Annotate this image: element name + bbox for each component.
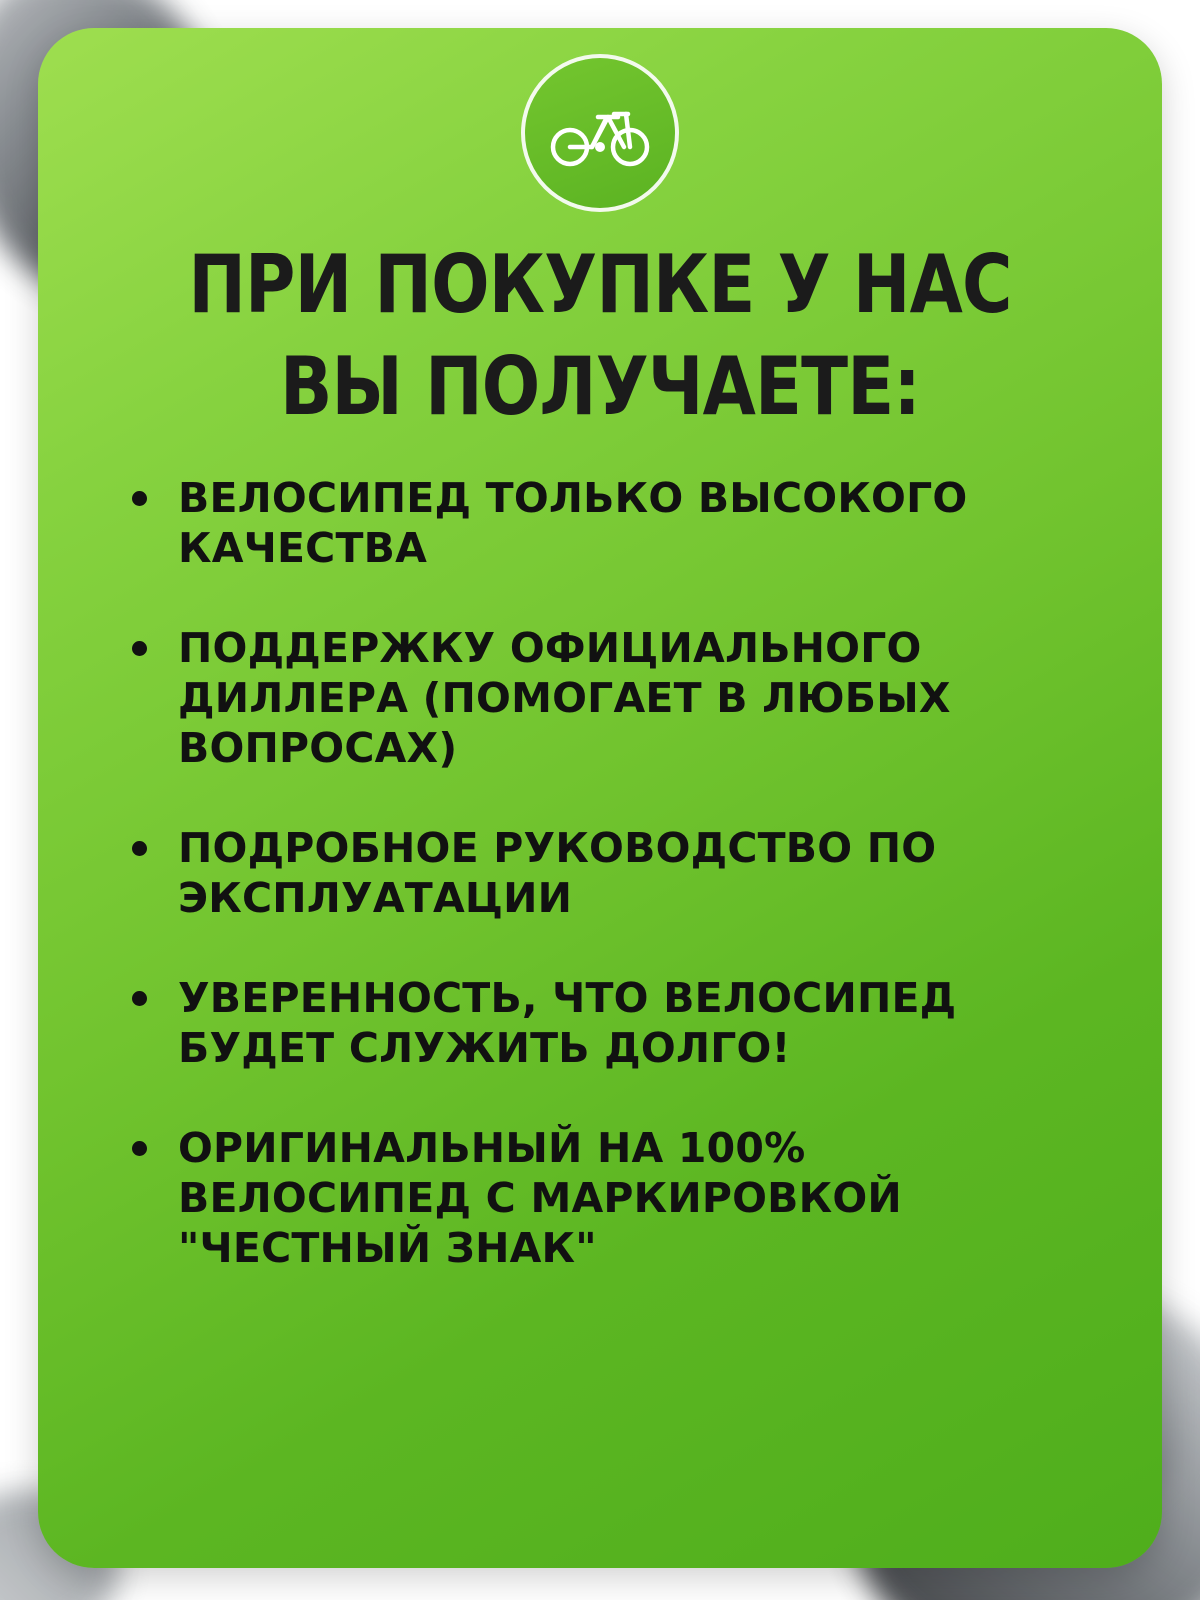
list-item: ВЕЛОСИПЕД ТОЛЬКО ВЫСОКОГО КАЧЕСТВА <box>124 473 1108 573</box>
bicycle-icon <box>548 97 652 169</box>
logo-area <box>38 28 1162 212</box>
list-item: ПОДРОБНОЕ РУКОВОДСТВО ПО ЭКСПЛУАТАЦИИ <box>124 823 1108 923</box>
promo-card <box>38 28 1162 1568</box>
page-title: ПРИ ПОКУПКЕ У НАС ВЫ ПОЛУЧАЕТЕ: <box>188 238 1012 434</box>
list-item: УВЕРЕННОСТЬ, ЧТО ВЕЛОСИПЕД БУДЕТ СЛУЖИТЬ ДОЛГО! <box>124 973 1108 1073</box>
list-item: ПОДДЕРЖКУ ОФИЦИАЛЬНОГО ДИЛЛЕРА (ПОМОГАЕТ В ЛЮБЫХ ВОПРОСАХ) <box>124 623 1108 773</box>
benefits-list <box>124 473 1108 1273</box>
logo-badge <box>521 54 679 212</box>
list-item: ОРИГИНАЛЬНЫЙ НА 100% ВЕЛОСИПЕД С МАРКИРОВКОЙ "ЧЕСТНЫЙ ЗНАК" <box>124 1123 1108 1273</box>
